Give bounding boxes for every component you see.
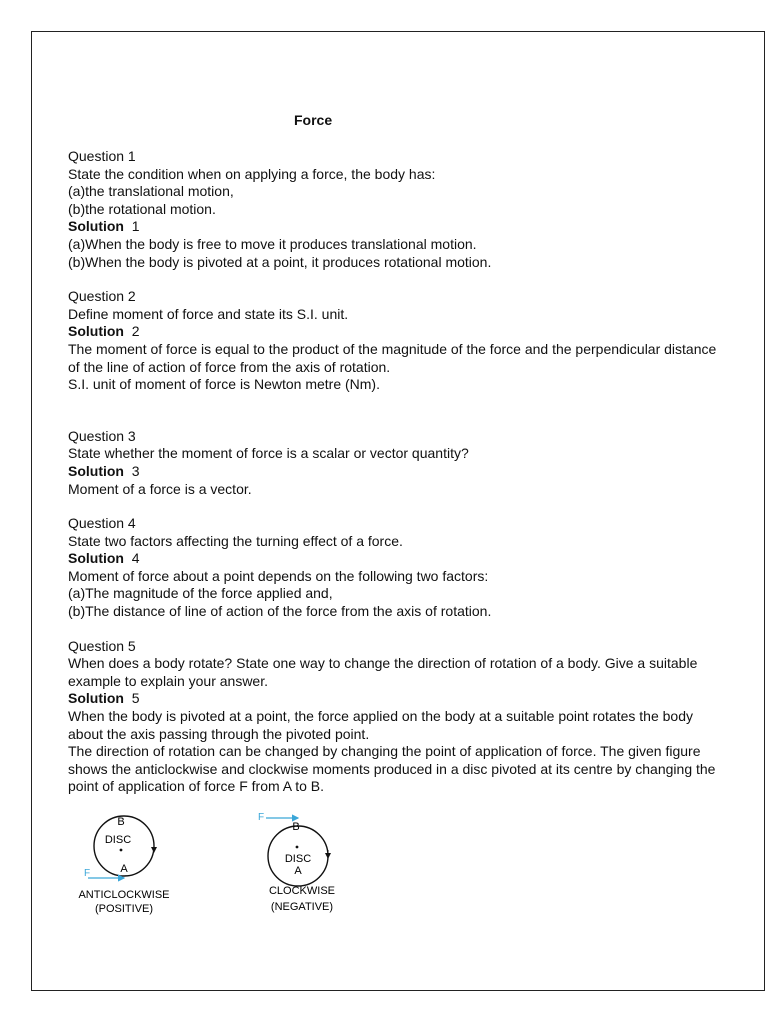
solution-text: S.I. unit of moment of force is Newton metre (Nm).	[68, 376, 380, 393]
rotation-figure-svg	[66, 810, 346, 930]
question-label: Question 3	[68, 427, 136, 444]
solution-text: Moment of force about a point depends on the following two factors:	[68, 567, 489, 584]
question-label: Question 2	[68, 288, 136, 305]
page-title: Force	[294, 112, 333, 128]
force-label: F	[84, 868, 91, 879]
question-text: (b)the rotational motion.	[68, 200, 216, 217]
solution-text: (b)When the body is pivoted at a point, it produces rotational motion.	[68, 253, 492, 270]
positive-caption: (POSITIVE)	[94, 903, 154, 915]
clockwise-caption: CLOCKWISE	[268, 885, 336, 897]
question-text: State the condition when on applying a force, the body has:	[68, 165, 436, 182]
point-a-label: A	[294, 865, 302, 877]
question-label: Question 4	[68, 515, 136, 532]
question-text: (a)the translational motion,	[68, 183, 234, 200]
solution-label: Solution	[68, 218, 124, 235]
question-label: Question 5	[68, 637, 136, 654]
solution-number: 3	[131, 462, 140, 479]
solution-text: The direction of rotation can be changed by changing the point of application of force. The given figure shows the anticlockwise and clockwise moments produced in a disc pivoted at its centre by changing the point of application of force F from A to B.	[68, 743, 716, 795]
question-block-2	[68, 288, 728, 394]
solution-heading	[68, 550, 728, 568]
document-page	[31, 31, 765, 991]
question-text: State whether the moment of force is a scalar or vector quantity?	[68, 445, 469, 462]
question-block-3	[68, 428, 728, 498]
negative-caption: (NEGATIVE)	[270, 901, 334, 913]
question-block-1	[68, 148, 728, 271]
solution-label: Solution	[68, 462, 124, 479]
solution-label: Solution	[68, 323, 124, 340]
question-block-5	[68, 638, 728, 796]
point-b-label: B	[117, 816, 125, 828]
solution-text: (a)The magnitude of the force applied and,	[68, 585, 333, 602]
solution-label: Solution	[68, 550, 124, 567]
solution-text: (a)When the body is free to move it produces translational motion.	[68, 235, 477, 252]
solution-text: (b)The distance of line of action of the force from the axis of rotation.	[68, 603, 492, 620]
solution-number: 5	[131, 690, 140, 707]
disc-label: DISC	[284, 853, 312, 865]
force-label: F	[258, 812, 265, 823]
anticlockwise-caption: ANTICLOCKWISE	[78, 889, 170, 901]
solution-label: Solution	[68, 690, 124, 707]
solution-heading	[68, 463, 728, 481]
solution-number: 4	[131, 550, 140, 567]
solution-heading	[68, 323, 728, 341]
solution-heading	[68, 218, 728, 236]
question-text: When does a body rotate? State one way to change the direction of rotation of a body. Give a suitable example to explain your answer.	[68, 655, 698, 689]
question-block-4	[68, 515, 728, 621]
solution-text: Moment of a force is a vector.	[68, 480, 252, 497]
document-body	[68, 148, 728, 796]
solution-number: 2	[131, 323, 140, 340]
rotation-figure	[66, 810, 346, 930]
solution-heading	[68, 690, 728, 708]
question-label: Question 1	[68, 148, 136, 164]
question-text: Define moment of force and state its S.I. unit.	[68, 305, 349, 322]
solution-text: The moment of force is equal to the product of the magnitude of the force and the perpendicular distance of the line of action of force from the axis of rotation.	[68, 340, 717, 375]
disc-label: DISC	[104, 834, 132, 846]
solution-text: When the body is pivoted at a point, the force applied on the body at a suitable point rotates the body about the axis passing through the pivoted point.	[68, 708, 693, 742]
point-a-label: A	[120, 863, 128, 875]
anticlockwise-disc	[78, 816, 169, 915]
point-b-label: B	[292, 821, 300, 833]
question-text: State two factors affecting the turning effect of a force.	[68, 532, 403, 549]
solution-number: 1	[131, 218, 140, 235]
clockwise-disc	[258, 812, 335, 913]
